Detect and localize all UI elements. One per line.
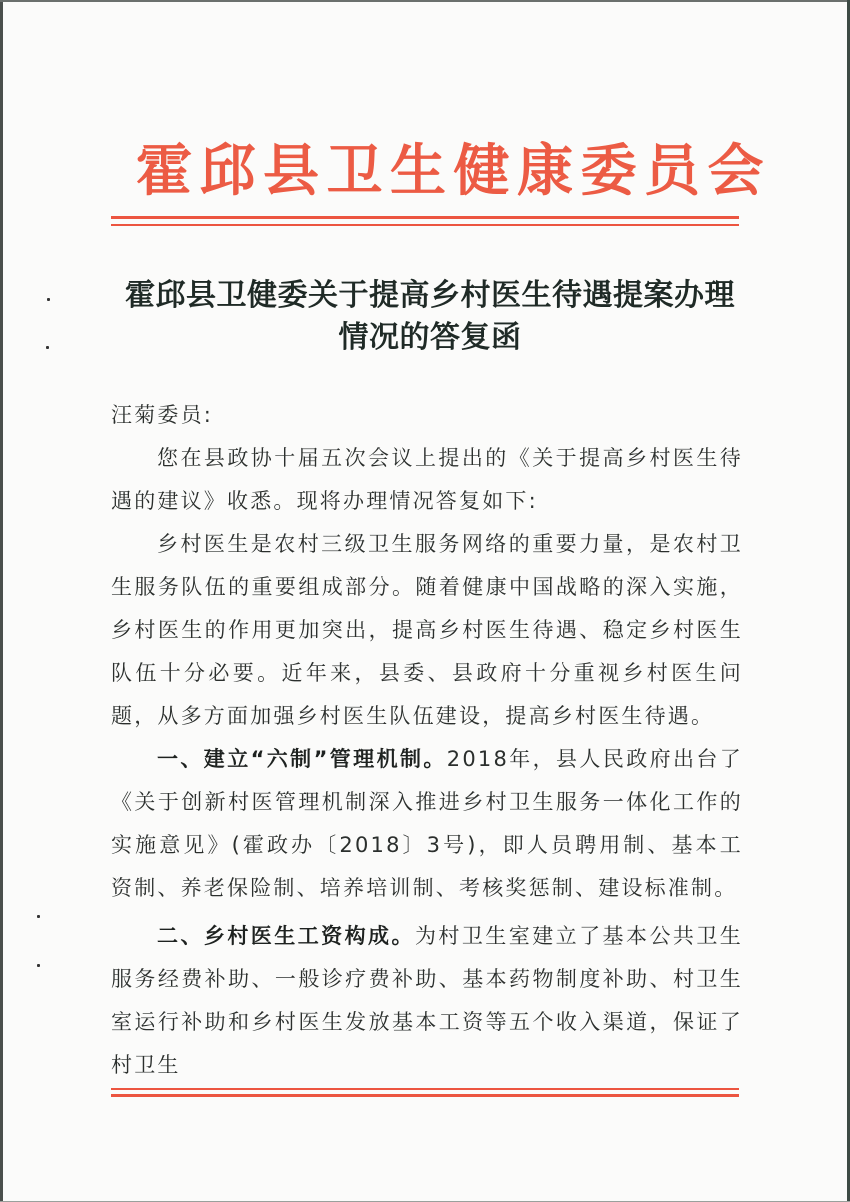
salutation: 汪菊委员: — [111, 403, 214, 427]
document-title — [100, 275, 760, 359]
section-1 — [111, 738, 743, 910]
binding-mark — [46, 346, 49, 349]
letterhead-org-name: 霍邱县卫生健康委员会 — [136, 138, 771, 204]
section-2 — [111, 915, 743, 1087]
paragraph-intro: 您在县政协十届五次会议上提出的《关于提高乡村医生待遇的建议》收悉。现将办理情况答复如下: — [111, 446, 743, 513]
document-title-line1: 霍邱县卫健委关于提高乡村医生待遇提案办理 — [125, 278, 735, 313]
section-1-text: 2018年，县人民政府出台了《关于创新村医管理机制深入推进乡村卫生服务一体化工作的实施意见》(霍政办〔2018〕3号)，即人员聘用制、基本工资制、养老保险制、培养培训制、考核奖惩制、建设标准制。 — [111, 747, 744, 900]
document-title-line2: 情况的答复函 — [338, 320, 522, 355]
section-1-heading: 一、建立“六制”管理机制。 — [157, 747, 447, 771]
paragraph-background: 乡村医生是农村三级卫生服务网络的重要力量，是农村卫生服务队伍的重要组成部分。随着健康中国战略的深入实施，乡村医生的作用更加突出，提高乡村医生待遇、稳定乡村医生队伍十分必要。近年来，县委、县政府十分重视乡村医生问题，从多方面加强乡村医生队伍建设，提高乡村医生待遇。 — [111, 532, 743, 728]
scan-border-left — [0, 0, 3, 1202]
section-2-heading: 二、乡村医生工资构成。 — [157, 924, 415, 948]
binding-mark — [47, 298, 50, 301]
binding-mark — [37, 964, 40, 967]
footer-rule-thick — [111, 1094, 739, 1097]
letterhead-rule-thick — [111, 216, 739, 219]
scan-border-top — [0, 0, 850, 2]
binding-mark — [37, 915, 40, 918]
footer-rule-thin — [111, 1088, 739, 1090]
document-body — [111, 394, 743, 1087]
section-2-text: 为村卫生室建立了基本公共卫生服务经费补助、一般诊疗费补助、基本药物制度补助、村卫生室运行补助和乡村医生发放基本工资等五个收入渠道，保证了村卫生 — [111, 924, 743, 1077]
letterhead-rule-thin — [111, 224, 739, 226]
